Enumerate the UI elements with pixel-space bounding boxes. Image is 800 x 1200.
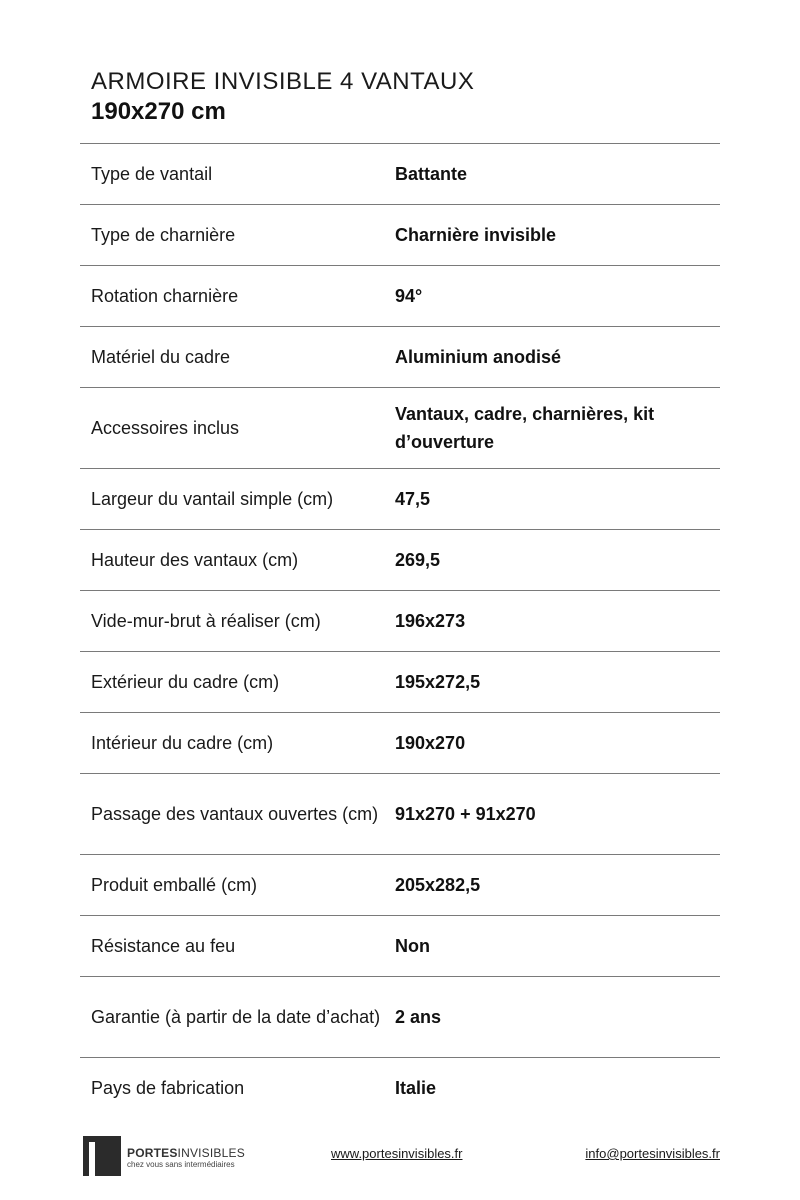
spec-label: Type de charnière <box>91 225 236 245</box>
spec-row <box>80 713 720 774</box>
spec-label: Vide-mur-brut à réaliser (cm) <box>91 611 321 631</box>
spec-value: 94° <box>395 286 423 306</box>
spec-table <box>80 143 720 1119</box>
spec-label: Produit emballé (cm) <box>91 875 258 895</box>
spec-row <box>80 205 720 266</box>
spec-value: 2 ans <box>395 1007 442 1027</box>
spec-label: Extérieur du cadre (cm) <box>91 672 280 692</box>
spec-value: Vantaux, cadre, charnières, kit d’ouverture <box>395 404 655 452</box>
spec-label: Hauteur des vantaux (cm) <box>91 550 299 570</box>
spec-value: Charnière invisible <box>395 225 557 245</box>
spec-row <box>80 855 720 916</box>
spec-row <box>80 530 720 591</box>
spec-value: Non <box>395 936 430 956</box>
door-frame-icon-graphic <box>83 1136 121 1176</box>
spec-value: 269,5 <box>395 550 441 570</box>
brand-logo <box>83 1136 245 1176</box>
page-footer <box>0 1134 800 1182</box>
email-link[interactable]: info@portesinvisibles.fr <box>585 1146 720 1161</box>
spec-row <box>80 144 720 205</box>
spec-label: Intérieur du cadre (cm) <box>91 733 274 753</box>
spec-label: Type de vantail <box>91 164 213 184</box>
spec-value: 196x273 <box>395 611 466 631</box>
page-header <box>91 66 474 126</box>
spec-value: 205x282,5 <box>395 875 481 895</box>
spec-value: Aluminium anodisé <box>395 347 562 367</box>
website-link[interactable]: www.portesinvisibles.fr <box>331 1146 463 1161</box>
spec-row <box>80 388 720 469</box>
spec-row <box>80 916 720 977</box>
spec-label: Résistance au feu <box>91 936 236 956</box>
spec-label: Passage des vantaux ouvertes (cm) <box>91 804 379 824</box>
logo-tagline: chez vous sans intermédiaires <box>127 1160 235 1169</box>
spec-label: Matériel du cadre <box>91 347 231 367</box>
spec-row <box>80 1058 720 1119</box>
spec-row <box>80 266 720 327</box>
spec-row <box>80 591 720 652</box>
spec-row <box>80 327 720 388</box>
spec-value: 91x270 + 91x270 <box>395 804 536 824</box>
logo-wordmark <box>127 1146 245 1170</box>
spec-value: 47,5 <box>395 489 431 509</box>
spec-label: Garantie (à partir de la date d’achat) <box>91 1007 381 1027</box>
spec-value: 195x272,5 <box>395 672 481 692</box>
spec-row <box>80 774 720 855</box>
page-title: ARMOIRE INVISIBLE 4 VANTAUX <box>91 68 475 95</box>
spec-row <box>80 652 720 713</box>
logo-brand-name <box>127 1146 245 1160</box>
spec-value: Battante <box>395 164 468 184</box>
spec-label: Largeur du vantail simple (cm) <box>91 489 334 509</box>
door-frame-icon <box>83 1136 121 1176</box>
product-dimensions: 190x270 cm <box>91 98 226 125</box>
logo-brand-part2: INVISIBLES <box>177 1146 245 1160</box>
spec-row <box>80 977 720 1058</box>
spec-value: Italie <box>395 1078 437 1099</box>
spec-label: Pays de fabrication <box>91 1078 245 1099</box>
spec-label: Rotation charnière <box>91 286 239 306</box>
spec-label: Accessoires inclus <box>91 418 240 438</box>
spec-row <box>80 469 720 530</box>
spec-value: 190x270 <box>395 733 466 753</box>
spec-table-body <box>80 144 720 1119</box>
logo-brand-part1: PORTES <box>127 1146 178 1160</box>
